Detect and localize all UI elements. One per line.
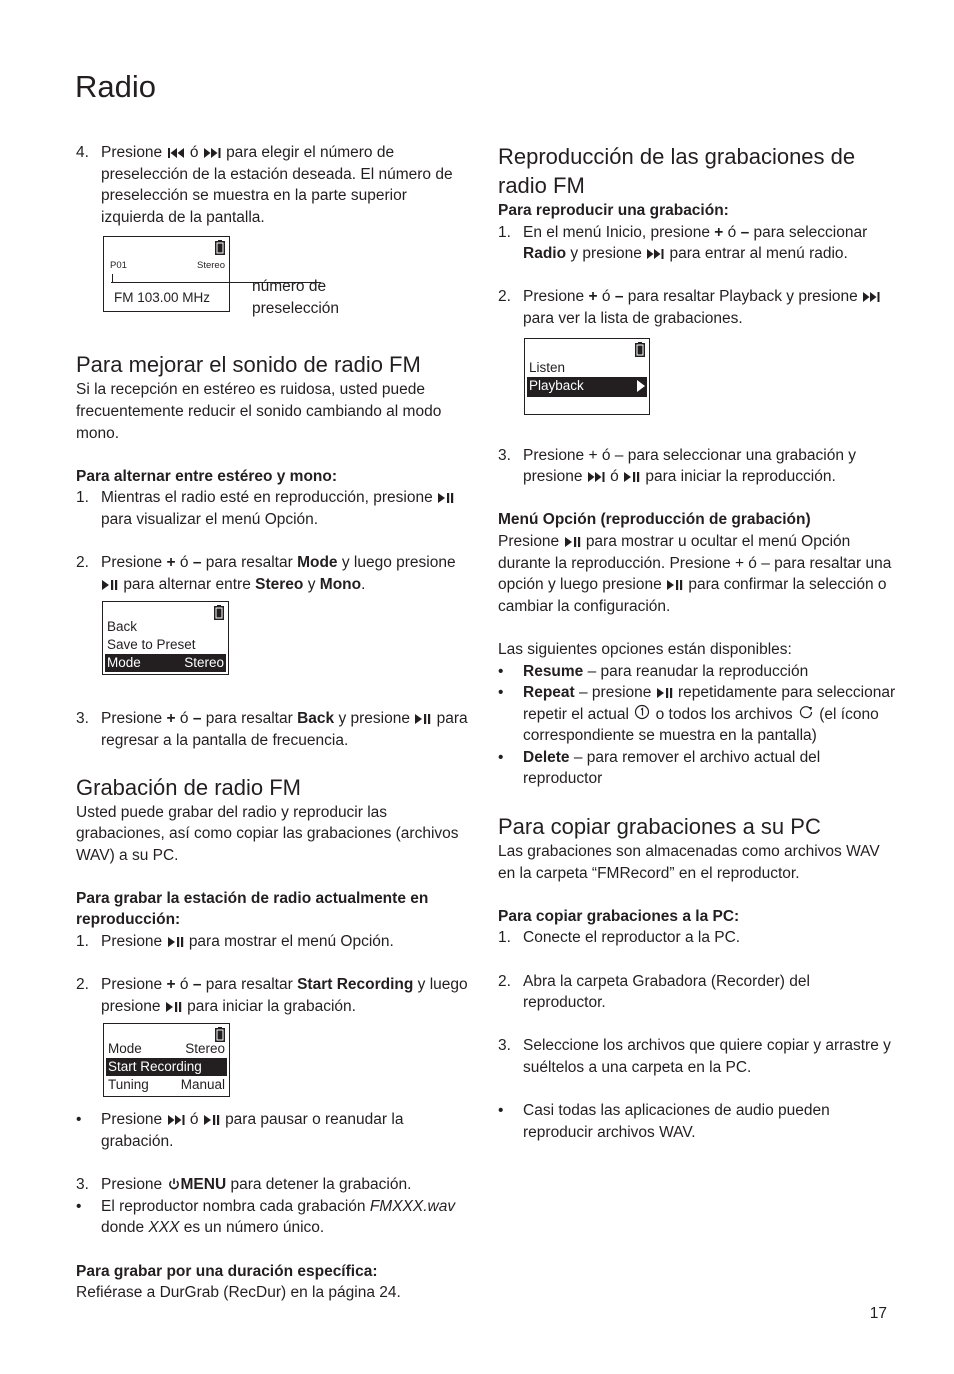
step: 2. Presione + ó – para resaltar Playback y presione para ver la lista de grabaciones. [498, 286, 896, 329]
page-title: Radio [75, 69, 156, 104]
repeat-all-icon [798, 704, 814, 720]
bold-heading: Para grabar por una duración específica: [76, 1262, 378, 1280]
menu-item-listen: Listen [529, 359, 566, 375]
menu-item-start-recording: Start Recording [106, 1058, 227, 1076]
bullet-item: • Presione ó para pausar o reanudar la grabación. [76, 1111, 404, 1151]
step: 1. Presione para mostrar el menú Opción. [76, 933, 394, 951]
play-pause-icon [657, 688, 673, 698]
lcd-mode-menu [102, 601, 229, 675]
play-pause-icon [415, 714, 431, 724]
heading-recording: Grabación de radio FM [76, 774, 301, 800]
callout-label: número de preselección [252, 278, 340, 317]
skip-forward-icon [168, 1115, 185, 1125]
right-column [498, 142, 896, 1143]
bold-heading: Para reproducir una grabación: [498, 202, 729, 219]
paragraph: Las grabaciones son almacenadas como archivos WAV en la carpeta “FMRecord” en el reproductor. [498, 843, 880, 882]
left-column [76, 142, 472, 1304]
step: 3. Presione + ó – para seleccionar una grabación y presione ó para iniciar la reproducción. [498, 446, 857, 486]
step: 3. Seleccione los archivos que quiere copiar y arrastre y suéltelos a una carpeta en la PC. [498, 1037, 891, 1076]
play-pause-icon [168, 937, 184, 947]
frequency: FM 103.00 MHz [114, 290, 211, 306]
power-icon [168, 1178, 180, 1190]
play-pause-icon [624, 472, 640, 482]
lcd-screen [103, 236, 230, 312]
repeat-one-icon [634, 704, 650, 720]
bold-heading: Para grabar la estación de radio actualmente en reproducción: [76, 889, 429, 929]
page-number: 17 [869, 1305, 887, 1322]
menu-item-mode: Mode Stereo [108, 1041, 225, 1057]
play-arrow-icon [637, 377, 645, 397]
step: 3. Presione MENU para detener la grabación. [76, 1176, 412, 1194]
skip-forward-icon [588, 472, 605, 482]
paragraph: Usted puede grabar del radio y reproducir las grabaciones, así como copiar las grabaciones (archivos WAV) a su PC. [76, 803, 459, 864]
step: 1. En el menú Inicio, presione + ó – para seleccionar Radio y presione para entrar al menú radio. [498, 223, 868, 263]
bold-heading: Para alternar entre estéreo y mono: [76, 467, 338, 485]
heading-mono: Para mejorar el sonido de radio FM [76, 352, 421, 378]
bold-heading: Menú Opción (reproducción de grabación) [498, 511, 811, 529]
screen-preset [76, 236, 472, 326]
step: 2. Presione + ó – para resaltar Start Recording y luego presione para iniciar la grabación. [76, 976, 468, 1015]
bullet-item: • Casi todas las aplicaciones de audio pueden reproducir archivos WAV. [498, 1102, 830, 1141]
play-pause-icon [166, 1002, 182, 1012]
menu-item-tuning: Tuning Manual [108, 1077, 225, 1093]
heading-playback: Reproducción de las grabaciones de radio FM [498, 144, 856, 198]
menu-item-mode: Mode Stereo [107, 655, 224, 671]
step-4: 4. Presione ó para elegir el número de preselección de la estación deseada. El número de preselección se muestra en la parte superior izquierda de la pantalla. [76, 144, 453, 226]
heading-copy: Para copiar grabaciones a su PC [498, 814, 821, 840]
step: 2. Abra la carpeta Grabadora (Recorder) del reproductor. [498, 972, 810, 1012]
bullet-item: • Delete – para remover el archivo actual del reproductor [498, 748, 821, 788]
paragraph: Presione para mostrar u ocultar el menú Opción durante la reproducción. Presione + ó – para resaltar una opción y luego presione para confirmar la selección o cambiar la configuración. [498, 532, 892, 615]
skip-forward-icon [204, 148, 221, 158]
bullet-item: • Repeat – presione repetidamente para seleccionar repetir el actual o todos los archivos (el ícono correspondiente se muestra en la pantalla) [498, 684, 896, 745]
step: 1. Mientras el radio esté en reproducción, presione para visualizar el menú Opción. [76, 487, 472, 530]
play-pause-icon [204, 1115, 220, 1125]
play-pause-icon [565, 537, 581, 547]
menu-item-back: Back [107, 619, 138, 635]
skip-forward-icon [863, 292, 880, 302]
step: 3. Presione + ó – para resaltar Back y presione para regresar a la pantalla de frecuencia. [76, 710, 468, 749]
skip-forward-icon [647, 249, 664, 259]
paragraph: Refiérase a DurGrab (RecDur) en la página 24. [76, 1284, 401, 1302]
play-pause-icon [438, 493, 454, 503]
menu-item-save-preset: Save to Preset [107, 637, 196, 653]
play-pause-icon [667, 580, 683, 590]
paragraph: Las siguientes opciones están disponibles: [498, 640, 792, 658]
step: 1. Conecte el reproductor a la PC. [498, 929, 741, 947]
paragraph: Si la recepción en estéreo es ruidosa, usted puede frecuentemente reducir el sonido cambiando al modo mono. [76, 381, 442, 442]
play-pause-icon [102, 580, 118, 590]
skip-back-icon [168, 148, 185, 158]
bullet-item: • El reproductor nombra cada grabación FMXXX.wav donde XXX es un número único. [76, 1197, 456, 1237]
preset-number: P01 [110, 260, 127, 272]
lcd-record-menu [103, 1023, 230, 1097]
bold-heading: Para copiar grabaciones a la PC: [498, 907, 740, 925]
stereo-indicator: Stereo [197, 260, 225, 272]
lcd-playback-menu [524, 338, 650, 415]
menu-item-playback: Playback [527, 377, 647, 397]
step: 2. Presione + ó – para resaltar Mode y luego presione para alternar entre Stereo y Mono. [76, 554, 456, 593]
bullet-item: • Resume – para reanudar la reproducción [498, 662, 809, 680]
